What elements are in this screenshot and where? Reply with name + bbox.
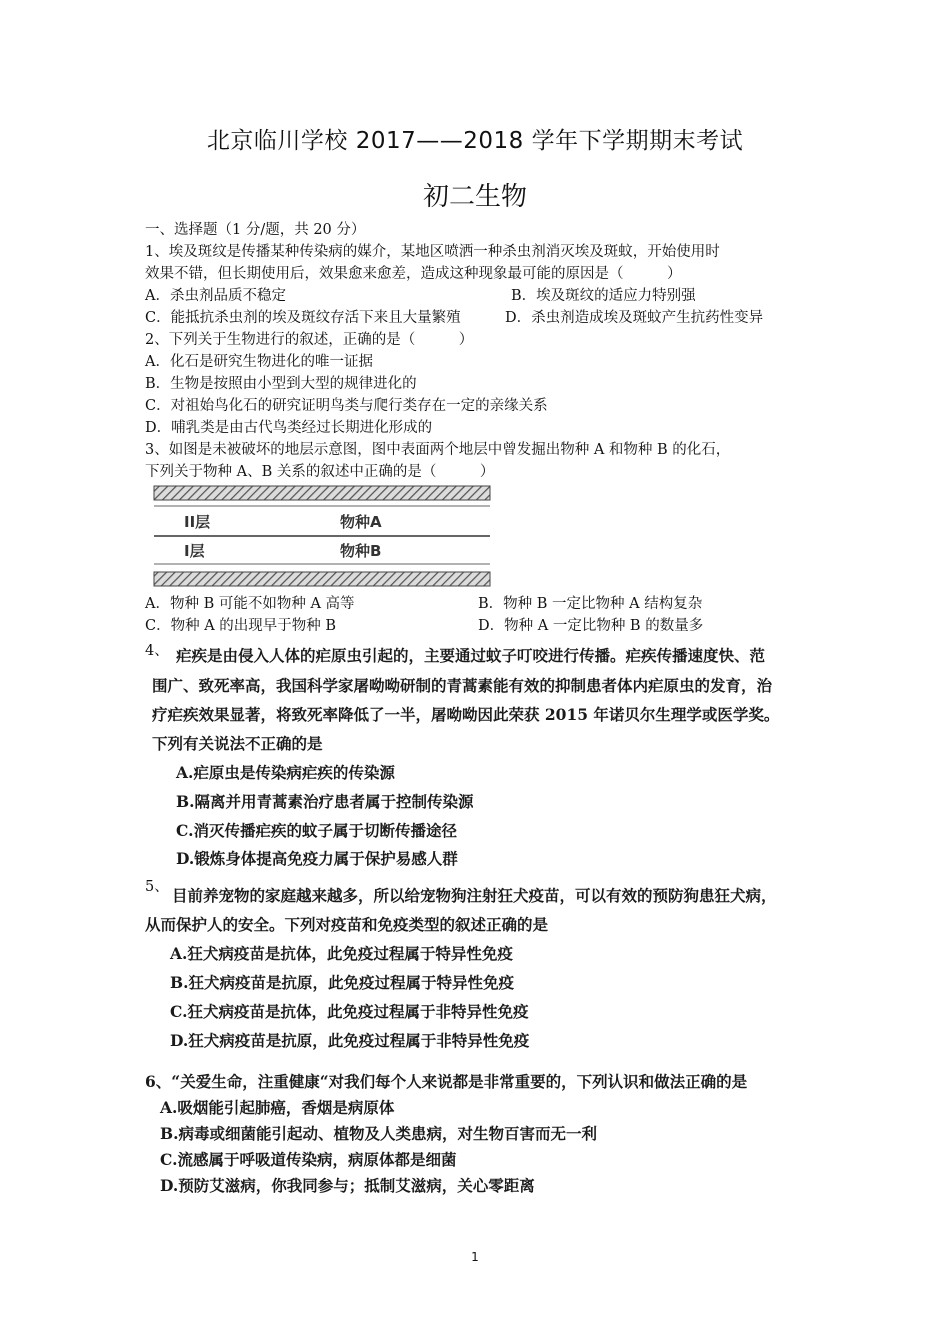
q1-option-b: B．埃及斑纹的适应力特别强	[511, 288, 696, 304]
q3-stem-line2: 下列关于物种 A、B 关系的叙述中正确的是（ ）	[145, 464, 495, 480]
q6-stem: 6、“关爱生命，注重健康“对我们每个人来说都是非常重要的，下列认识和做法正确的是	[145, 1072, 748, 1091]
q5-option-a: A.狂犬病疫苗是抗体，此免疫过程属于特异性免疫	[170, 944, 513, 963]
exam-title: 北京临川学校 2017——2018 学年下学期期末考试	[206, 128, 744, 154]
q5-option-b: B.狂犬病疫苗是抗原，此免疫过程属于特异性免疫	[170, 973, 514, 992]
q2-option-b: B．生物是按照由小型到大型的规律进化的	[145, 376, 417, 392]
section-heading: 一、选择题（1 分/题，共 20 分）	[145, 222, 366, 238]
strata-diagram	[152, 484, 492, 590]
q4-text-line1: 疟疾是由侵入人体的疟原虫引起的，主要通过蚊子叮咬进行传播。疟疾传播速度快、范	[176, 646, 766, 665]
q4-text-line4: 下列有关说法不正确的是	[152, 734, 323, 753]
q4-option-a: A.疟原虫是传染病疟疾的传染源	[176, 763, 395, 782]
q3-option-b: B．物种 B 一定比物种 A 结构复杂	[478, 596, 703, 612]
q6-option-a: A.吸烟能引起肺癌，香烟是病原体	[160, 1098, 395, 1117]
q1-stem-line2: 效果不错，但长期使用后，效果愈来愈差，造成这种现象最可能的原因是（ ）	[145, 266, 682, 282]
q3-stem-line1: 3、如图是未被破坏的地层示意图，图中表面两个地层中曾发掘出物种 A 和物种 B 的化石，	[145, 442, 731, 458]
q2-option-c: C．对祖始鸟化石的研究证明鸟类与爬行类存在一定的亲缘关系	[145, 398, 548, 414]
layer-ii-label: II层	[184, 513, 211, 531]
q4-option-b: B.隔离并用青蒿素治疗患者属于控制传染源	[176, 792, 474, 811]
q5-option-c: C.狂犬病疫苗是抗体，此免疫过程属于非特异性免疫	[170, 1002, 529, 1021]
q4-text-line3: 疗疟疾效果显著，将致死率降低了一半，屠呦呦因此荣获 2015 年诺贝尔生理学或医学奖。	[152, 705, 780, 724]
q6-option-c: C.流感属于呼吸道传染病，病原体都是细菌	[160, 1150, 457, 1169]
q3-option-c: C．物种 A 的出现早于物种 B	[145, 618, 337, 634]
q1-option-c: C．能抵抗杀虫剂的埃及斑纹存活下来且大量繁殖	[145, 310, 461, 326]
species-a-label: 物种A	[340, 513, 382, 531]
exam-subject: 初二生物	[422, 182, 527, 212]
species-b-label: 物种B	[340, 542, 382, 560]
q5-text-line1: 目前养宠物的家庭越来越多，所以给宠物狗注射狂犬疫苗，可以有效的预防狗患狂犬病，	[172, 886, 777, 905]
q6-option-b: B.病毒或细菌能引起动、植物及人类患病，对生物百害而无一利	[160, 1124, 597, 1143]
q4-text-line2: 围广、致死率高，我国科学家屠呦呦研制的青蒿素能有效的抑制患者体内疟原虫的发育，治	[152, 676, 773, 695]
q1-option-a: A．杀虫剂品质不稳定	[145, 288, 286, 304]
q5-number: 5、	[145, 879, 169, 895]
q5-text-line2: 从而保护人的安全。下列对疫苗和免疫类型的叙述正确的是	[145, 915, 549, 934]
q1-stem-line1: 1、埃及斑纹是传播某种传染病的媒介，某地区喷洒一种杀虫剂消灭埃及斑蚊，开始使用时	[145, 244, 720, 260]
q2-stem: 2、下列关于生物进行的叙述，正确的是（ ）	[145, 332, 474, 348]
q6-option-d: D.预防艾滋病，你我同参与；抵制艾滋病，关心零距离	[160, 1176, 535, 1195]
q1-option-d: D．杀虫剂造成埃及斑蚊产生抗药性变异	[505, 310, 764, 326]
q3-option-a: A．物种 B 可能不如物种 A 高等	[145, 596, 355, 612]
q4-number: 4、	[145, 643, 169, 659]
q2-option-d: D．哺乳类是由古代鸟类经过长期进化形成的	[145, 420, 433, 436]
top-hatched-layer	[154, 486, 490, 500]
bottom-hatched-layer	[154, 572, 490, 586]
q5-option-d: D.狂犬病疫苗是抗原，此免疫过程属于非特异性免疫	[170, 1031, 530, 1050]
q2-option-a: A．化石是研究生物进化的唯一证据	[145, 354, 373, 370]
q4-option-c: C.消灭传播疟疾的蚊子属于切断传播途径	[176, 821, 457, 840]
layer-i-label: I层	[184, 542, 205, 560]
page-number: 1	[471, 1250, 479, 1264]
q3-option-d: D．物种 A 一定比物种 B 的数量多	[478, 618, 704, 634]
q4-option-d: D.锻炼身体提高免疫力属于保护易感人群	[176, 849, 458, 868]
